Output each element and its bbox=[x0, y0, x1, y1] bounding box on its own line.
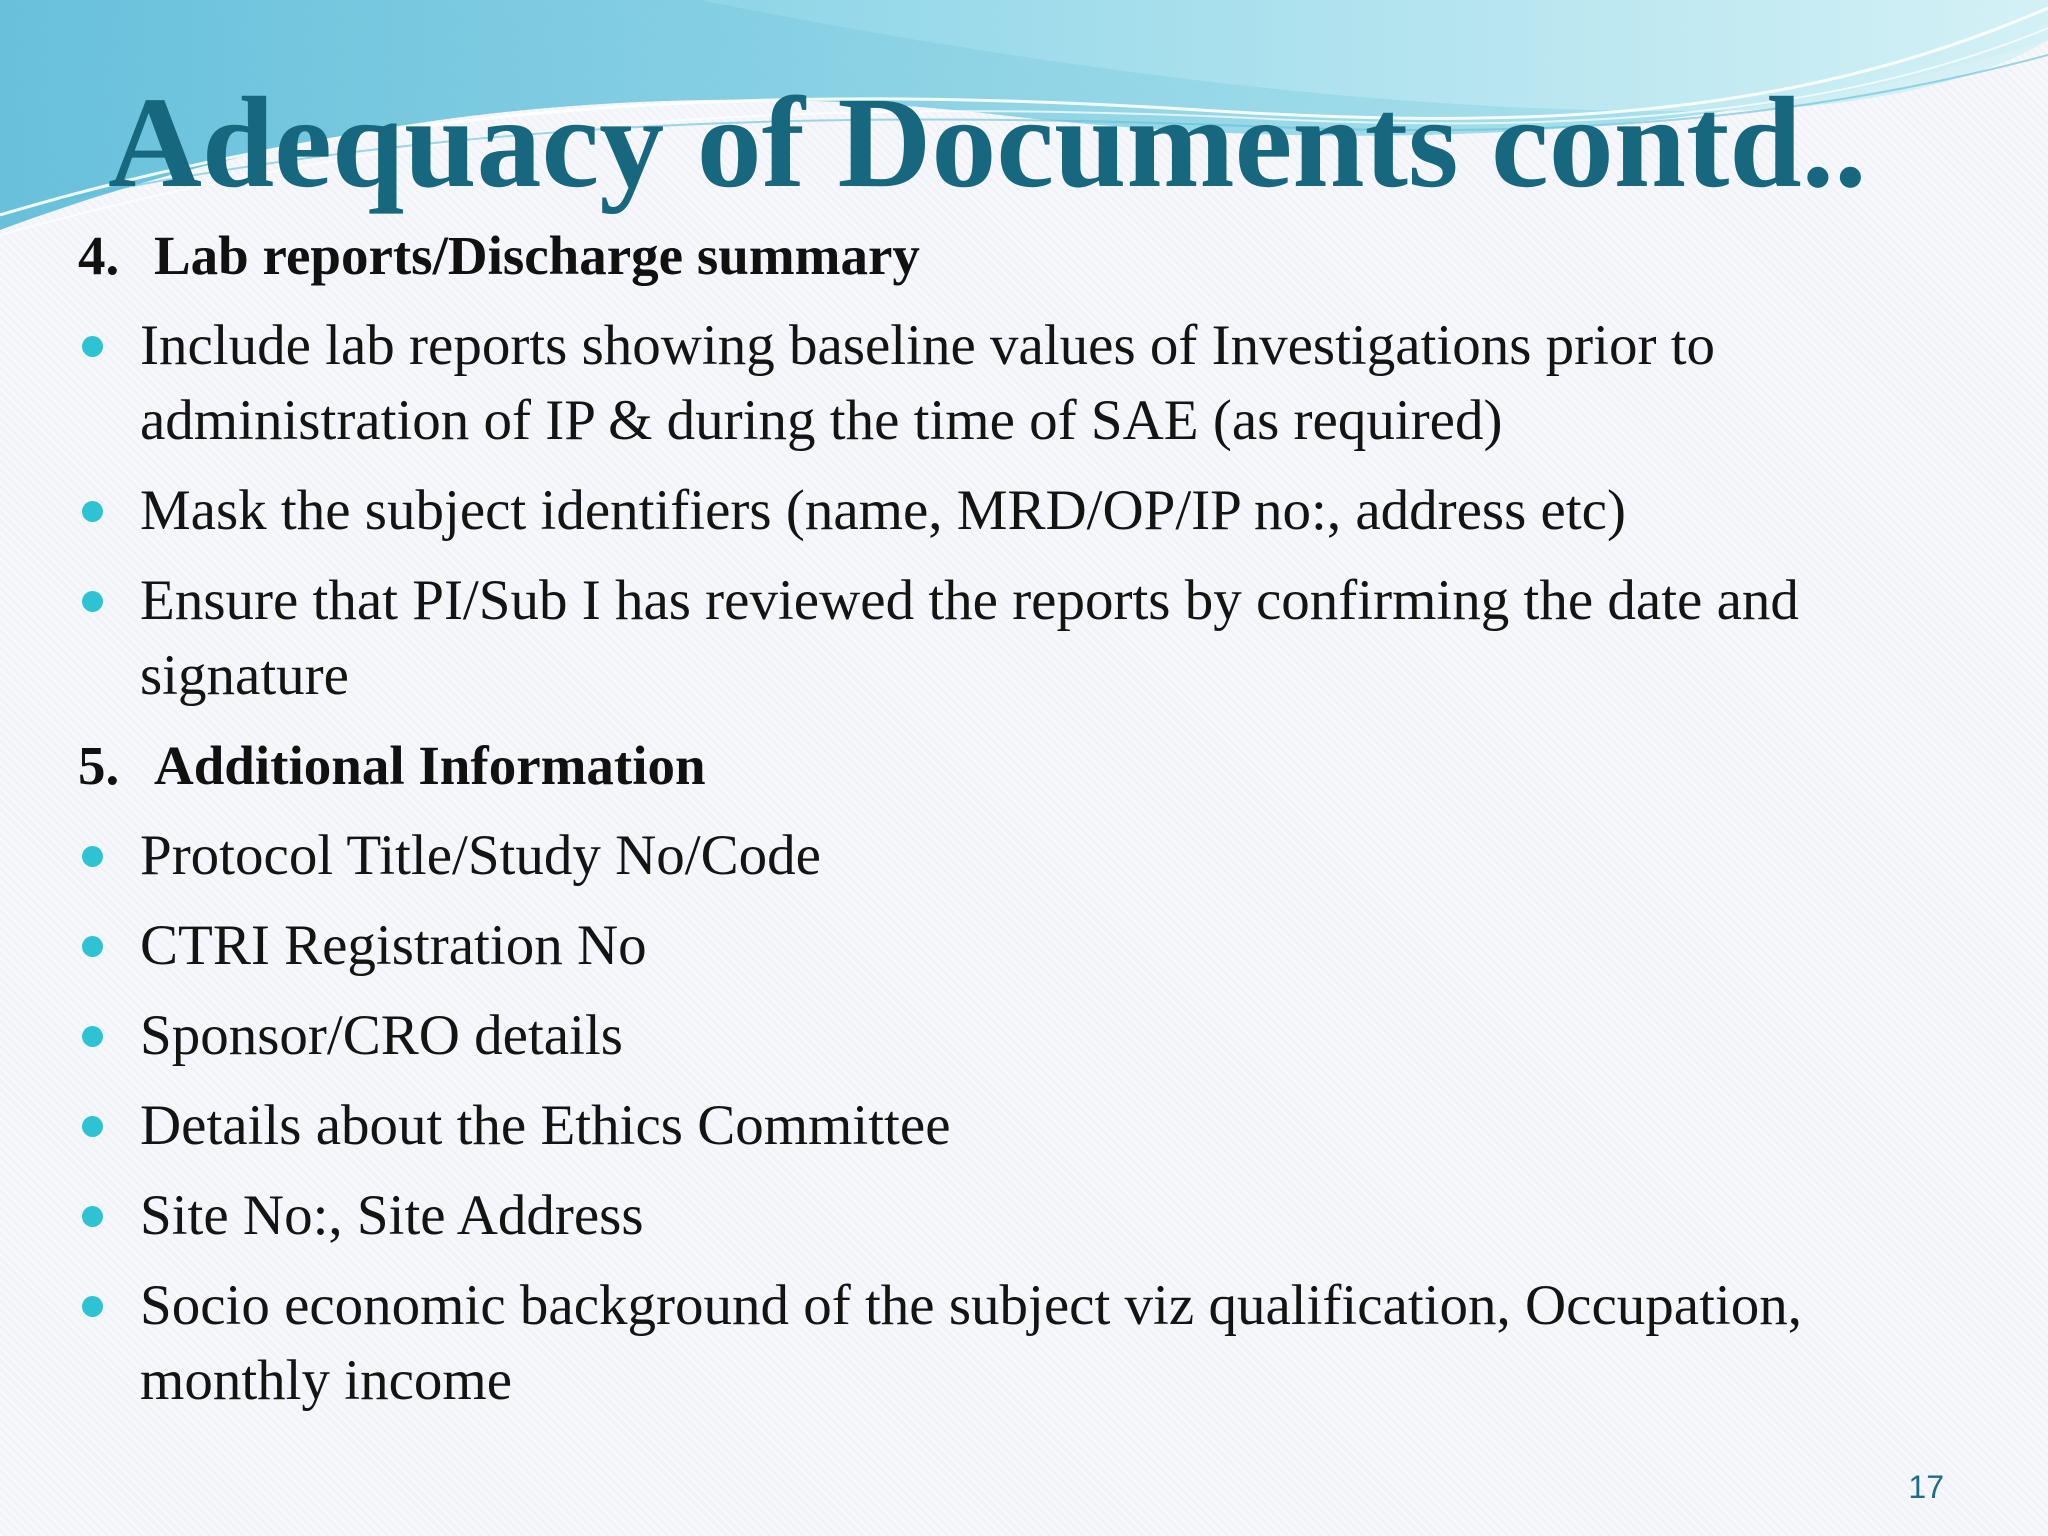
section-title: Lab reports/Discharge summary bbox=[154, 225, 920, 286]
list-item-text: Protocol Title/Study No/Code bbox=[140, 824, 821, 887]
section-heading-5 bbox=[78, 728, 1978, 803]
bullet-icon bbox=[82, 501, 103, 522]
list-item bbox=[78, 998, 1978, 1073]
list-item bbox=[78, 563, 1978, 713]
bullet-icon bbox=[82, 936, 103, 957]
slide-title: Adequacy of Documents contd.. bbox=[108, 71, 1867, 215]
list-item-text: Site No:, Site Address bbox=[140, 1184, 644, 1247]
list-item bbox=[78, 473, 1978, 548]
section-number: 4. bbox=[78, 225, 120, 286]
slide-content bbox=[78, 218, 1978, 1433]
list-item-text: Mask the subject identifiers (name, MRD/OP/IP no:, address etc) bbox=[140, 479, 1626, 542]
list-item-text: Sponsor/CRO details bbox=[140, 1004, 623, 1067]
bullet-icon bbox=[82, 1296, 103, 1317]
section-heading-4 bbox=[78, 218, 1978, 293]
list-item bbox=[78, 1268, 1978, 1418]
bullet-icon bbox=[82, 846, 103, 867]
bullet-icon bbox=[82, 1206, 103, 1227]
bullet-icon bbox=[82, 1026, 103, 1047]
list-item-text: Ensure that PI/Sub I has reviewed the reports by confirming the date and signature bbox=[140, 569, 1799, 707]
list-item bbox=[78, 1178, 1978, 1253]
section-number: 5. bbox=[78, 735, 120, 796]
list-item bbox=[78, 818, 1978, 893]
bullet-icon bbox=[82, 336, 103, 357]
section-title: Additional Information bbox=[154, 735, 706, 796]
bullet-icon bbox=[82, 591, 103, 612]
list-item bbox=[78, 308, 1978, 458]
list-item-text: CTRI Registration No bbox=[140, 914, 647, 977]
list-item-text: Socio economic background of the subject viz qualification, Occupation, monthly income bbox=[140, 1274, 1802, 1412]
list-item bbox=[78, 1088, 1978, 1163]
bullet-list-4 bbox=[78, 308, 1978, 713]
page-number: 17 bbox=[1908, 1469, 1944, 1505]
list-item-text: Include lab reports showing baseline values of Investigations prior to administration of IP & during the time of SAE (as required) bbox=[140, 314, 1716, 452]
bullet-list-5 bbox=[78, 818, 1978, 1418]
bullet-icon bbox=[82, 1116, 103, 1137]
list-item-text: Details about the Ethics Committee bbox=[140, 1094, 951, 1157]
list-item bbox=[78, 908, 1978, 983]
